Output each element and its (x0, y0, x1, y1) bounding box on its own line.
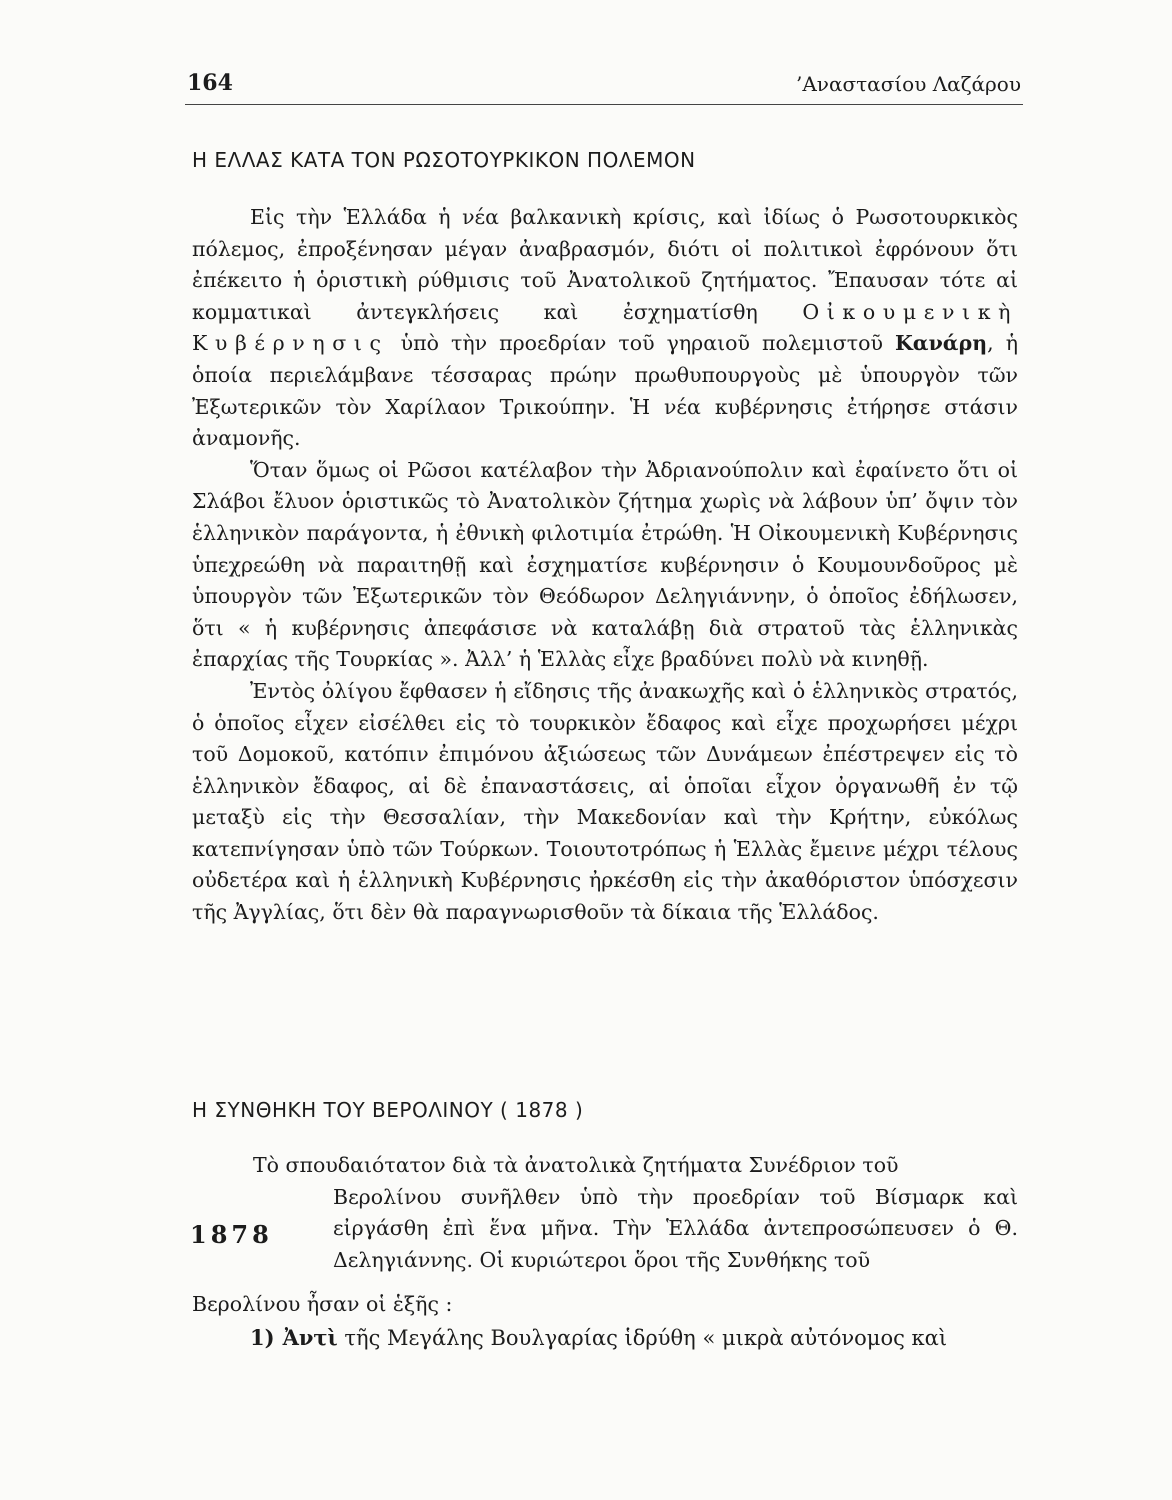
paragraph-1 (192, 202, 1018, 455)
list-item-text: τῆς Μεγάλης Βουλγαρίας ἱδρύθη « μικρὰ αὐτόνομος καὶ (337, 1326, 948, 1350)
treaty-tail-line: Βερολίνου ἦσαν οἱ ἑξῆς : (192, 1292, 453, 1316)
margin-year: 1878 (190, 1220, 273, 1249)
list-item-number: 1) (250, 1325, 275, 1350)
treaty-paragraph-rest: Βερολίνου συνῆλθεν ὑπὸ τὴν προεδρίαν τοῦ Βίσμαρκ καὶ εἰργάσθη ἐπὶ ἕνα μῆνα. Τὴν Ἑλλάδα ἀντεπροσώπευσεν ὁ Θ. Δεληγιάννης. Οἱ κυριώτεροι ὅροι τῆς Συνθήκης τοῦ (333, 1184, 1018, 1272)
section-body-war (192, 202, 1018, 929)
page-header (185, 68, 1023, 105)
spaced-term: Οἰκουμενικὴ Κυβέρνησις (192, 299, 1018, 356)
treaty-first-line: Τὸ σπουδαιότατον διὰ τὰ ἀνατολικὰ ζητήματα Συνέδριον τοῦ (253, 1153, 899, 1177)
paragraph-3: Ἐντὸς ὀλίγου ἔφθασεν ἡ εἴδησις τῆς ἀνακωχῆς καὶ ὁ ἑλληνικὸς στρατός, ὁ ὁποῖος εἶχεν εἰσέλθει εἰς τὸ τουρκικὸν ἔδαφος καὶ εἶχε προχωρήσει μέχρι τοῦ Δομοκοῦ, κατόπιν ἐπιμόνου ἀξιώσεως τῶν Δυνάμεων ἐπέστρεψεν εἰς τὸ ἑλληνικὸν ἔδαφος, αἱ δὲ ἐπαναστάσεις, αἱ ὁποῖαι εἶχον ὀργανωθῆ ἐν τῷ μεταξὺ εἰς τὴν Θεσσαλίαν, τὴν Μακεδονίαν καὶ τὴν Κρήτην, εὐκόλως κατεπνίγησαν ὑπὸ τῶν Τούρκων. Τοιουτοτρόπως ἡ Ἑλλὰς ἔμεινε μέχρι τέλους οὐδετέρα καὶ ἡ ἑλληνικὴ Κυβέρνησις ἠρκέσθη εἰς τὴν ἀκαθόριστον ὑπόσχεσιν τῆς Ἀγγλίας, ὅτι δὲν θὰ παραγνωρισθοῦν τὰ δίκαια τῆς Ἑλλάδος. (192, 678, 1018, 925)
paragraph-1-part-c: , ἡ ὁποία περιελάμβανε τέσσαρας πρώην πρωθυπουργοὺς μὲ ὑπουργὸν τῶν Ἐξωτερικῶν τὸν Χαρίλαον Τρικούπην. Ἡ νέα κυβέρνησις ἐτήρησε στάσιν ἀναμονῆς. (192, 331, 1018, 451)
paragraph-1-part-a: Εἰς τὴν Ἑλλάδα ἡ νέα βαλκανικὴ κρίσις, καὶ ἰδίως ὁ Ρωσοτουρκικὸς πόλεμος, ἐπροξένησαν μέγαν ἀναβρασμόν, διότι οἱ πολιτικοὶ ἐφρόνουν ὅτι ἐπέκειτο ἡ ὁριστικὴ ρύθμισις τοῦ Ἀνατολικοῦ ζητήματος. Ἔπαυσαν τότε αἱ κομματικαὶ ἀντεγκλήσεις καὶ ἐσχηματίσθη (192, 205, 1018, 324)
treaty-paragraph (253, 1150, 1018, 1276)
paragraph-1-part-b: ὑπὸ τὴν προεδρίαν τοῦ γηραιοῦ πολεμιστοῦ (388, 331, 895, 356)
page-number: 164 (187, 70, 233, 96)
list-item (250, 1325, 947, 1350)
running-head: ’Αναστασίου Λαζάρου (796, 72, 1021, 96)
section-heading-war: Η ΕΛΛΑΣ ΚΑΤΑ ΤΟΝ ΡΩΣΟΤΟΥΡΚΙΚΟΝ ΠΟΛΕΜΟΝ (192, 148, 696, 172)
section-heading-treaty: Η ΣΥΝΘΗΚΗ ΤΟΥ ΒΕΡΟΛΙΝΟΥ ( 1878 ) (192, 1098, 584, 1122)
bold-name: Κανάρη (894, 331, 988, 356)
paragraph-2: Ὅταν ὅμως οἱ Ρῶσοι κατέλαβον τὴν Ἀδριανούπολιν καὶ ἐφαίνετο ὅτι οἱ Σλάβοι ἔλυον ὁριστικῶς τὸ Ἀνατολικὸν ζήτημα χωρὶς νὰ λάβουν ὑπ’ ὄψιν τὸν ἑλληνικὸν παράγοντα, ἡ ἐθνικὴ φιλοτιμία ἐτρώθη. Ἡ Οἰκουμενικὴ Κυβέρνησις ὑπεχρεώθη νὰ παραιτηθῇ καὶ ἐσχηματίσε κυβέρνησιν ὁ Κουμουνδοῦρος μὲ ὑπουργὸν τῶν Ἐξωτερικῶν τὸν Θεόδωρον Δεληγιάννην, ὁ ὁποῖος ἐδήλωσεν, ὅτι « ἡ κυβέρνησις ἀπεφάσισε νὰ καταλάβῃ διὰ στρατοῦ τὰς ἑλληνικὰς ἐπαρχίας τῆς Τουρκίας ». Ἀλλ’ ἡ Ἑλλὰς εἶχε βραδύνει πολὺ νὰ κινηθῇ. (192, 457, 1018, 672)
list-item-lead: Ἀντὶ (282, 1325, 338, 1350)
